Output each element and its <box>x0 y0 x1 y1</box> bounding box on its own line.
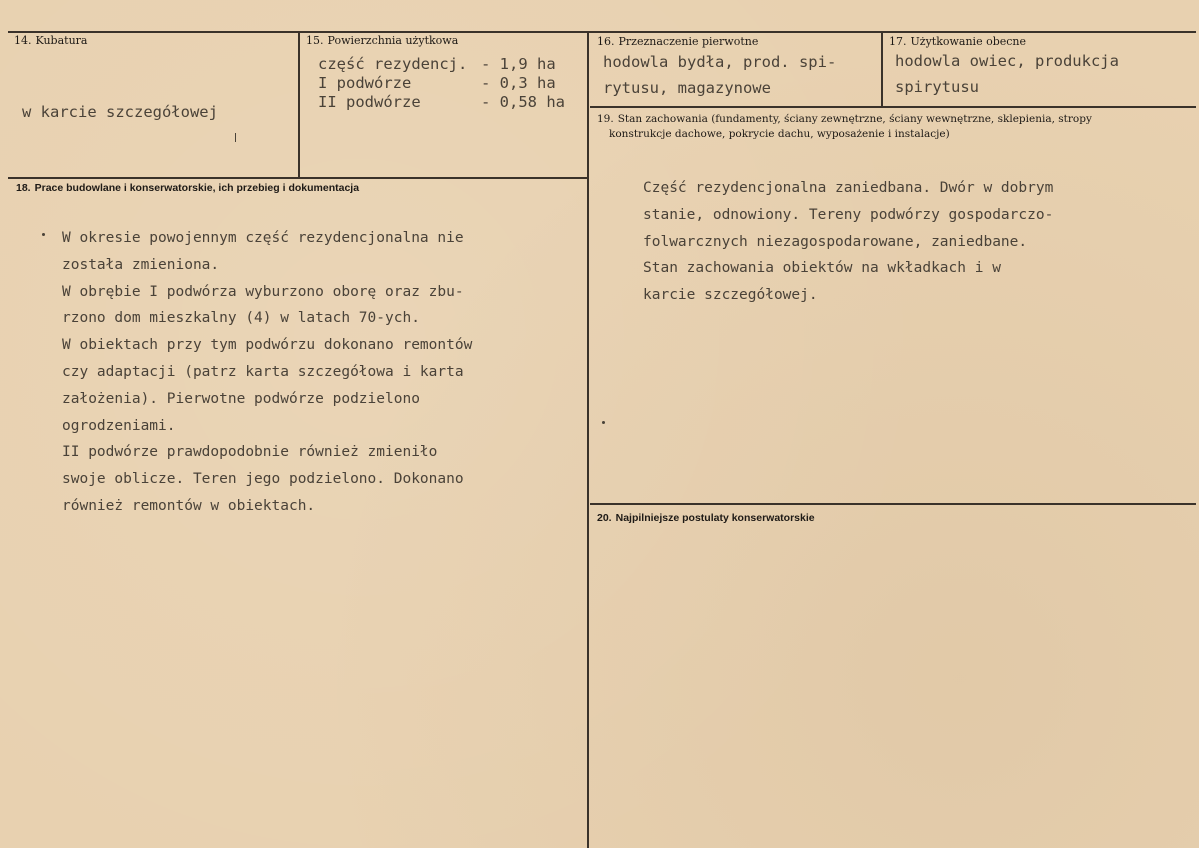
field-20-label <box>597 511 815 526</box>
field-18-label <box>16 181 359 196</box>
field-17-line: hodowla owiec, produkcja <box>895 52 1119 70</box>
rule-under-16-17 <box>590 106 1196 108</box>
area-row <box>318 55 556 74</box>
field-15-number: 15. <box>306 34 324 47</box>
field-18-number: 18. <box>16 182 31 194</box>
field-18-line: również remontów w obiektach. <box>62 497 316 514</box>
field-19-line: folwarcznych niezagospodarowane, zaniedbane. <box>643 233 1028 250</box>
field-19-title-line1: Stan zachowania (fundamenty, ściany zewnętrzne, ściany wewnętrzne, sklepienia, stropy <box>617 113 1092 125</box>
field-16-number: 16. <box>597 35 615 48</box>
field-16-line: rytusu, magazynowe <box>603 79 771 97</box>
field-19-line: stanie, odnowiony. Tereny podwórzy gospodarczo- <box>643 206 1054 223</box>
field-19-title-line2: konstrukcje dachowe, pokrycie dachu, wyposażenie i instalacje) <box>609 128 950 140</box>
field-16-title: Przeznaczenie pierwotne <box>618 35 759 48</box>
field-19-label <box>597 112 1092 142</box>
pencil-mark <box>235 133 236 142</box>
field-18-text <box>62 225 472 520</box>
field-14-label <box>14 33 87 48</box>
field-18-line: II podwórze prawdopodobnie również zmieniło <box>62 444 438 461</box>
field-17-label <box>889 34 1026 49</box>
area-row-value: - 0,3 ha <box>481 74 556 92</box>
area-row-name: część rezydencj. <box>318 55 468 73</box>
area-row-value: - 1,9 ha <box>481 55 556 73</box>
field-19-line: Stan zachowania obiektów na wkładkach i w <box>643 260 1001 277</box>
field-17-number: 17. <box>889 35 907 48</box>
stray-dot <box>42 233 45 236</box>
field-15-table <box>318 55 565 112</box>
stray-dot <box>602 421 605 424</box>
rule-above-20 <box>590 503 1196 505</box>
area-row <box>318 93 565 112</box>
field-14-title: Kubatura <box>35 34 88 47</box>
field-14-value: w karcie szczegółowej <box>22 103 218 121</box>
field-20-title: Najpilniejsze postulaty konserwatorskie <box>615 512 815 524</box>
field-18-line: W okresie powojennym część rezydencjonalna nie <box>62 230 464 246</box>
field-18-line: rzono dom mieszkalny (4) w latach 70-ych. <box>62 310 420 327</box>
field-15-label <box>306 33 458 48</box>
area-row-value: - 0,58 ha <box>481 93 565 111</box>
field-19-number: 19. <box>597 113 614 125</box>
field-19-line: karcie szczegółowej. <box>643 287 818 304</box>
rule-under-14-15 <box>8 177 588 179</box>
area-row <box>318 74 556 93</box>
field-18-title: Prace budowlane i konserwatorskie, ich przebieg i dokumentacja <box>34 182 360 194</box>
field-15-title: Powierzchnia użytkowa <box>327 34 459 47</box>
field-18-line: została zmieniona. <box>62 256 220 273</box>
field-18-line: czy adaptacji (patrz karta szczegółowa i karta <box>62 363 464 380</box>
field-18-line: ogrodzeniami. <box>62 417 176 434</box>
area-row-name: I podwórze <box>318 74 412 92</box>
field-18-line: W obiektach przy tym podwórzu dokonano remontów <box>62 337 473 354</box>
field-19-line: Część rezydencjonalna zaniedbana. Dwór w dobrym <box>643 180 1054 196</box>
divider-14-15 <box>298 31 300 177</box>
field-20-number: 20. <box>597 512 612 524</box>
field-16-line: hodowla bydła, prod. spi- <box>603 53 837 71</box>
field-16-label <box>597 34 758 49</box>
top-rule <box>8 31 1196 33</box>
divider-main <box>587 31 589 848</box>
area-row-name: II podwórze <box>318 93 421 111</box>
field-19-text <box>643 175 1053 309</box>
field-17-line: spirytusu <box>895 78 979 96</box>
field-18-line: W obrębie I podwórza wyburzono oborę oraz zbu- <box>62 283 464 300</box>
field-18-line: założenia). Pierwotne podwórze podzielono <box>62 390 420 407</box>
field-17-title: Użytkowanie obecne <box>910 35 1026 48</box>
field-14-number: 14. <box>14 34 32 47</box>
field-18-line: swoje oblicze. Teren jego podzielono. Dokonano <box>62 471 464 488</box>
divider-16-17 <box>881 31 883 106</box>
